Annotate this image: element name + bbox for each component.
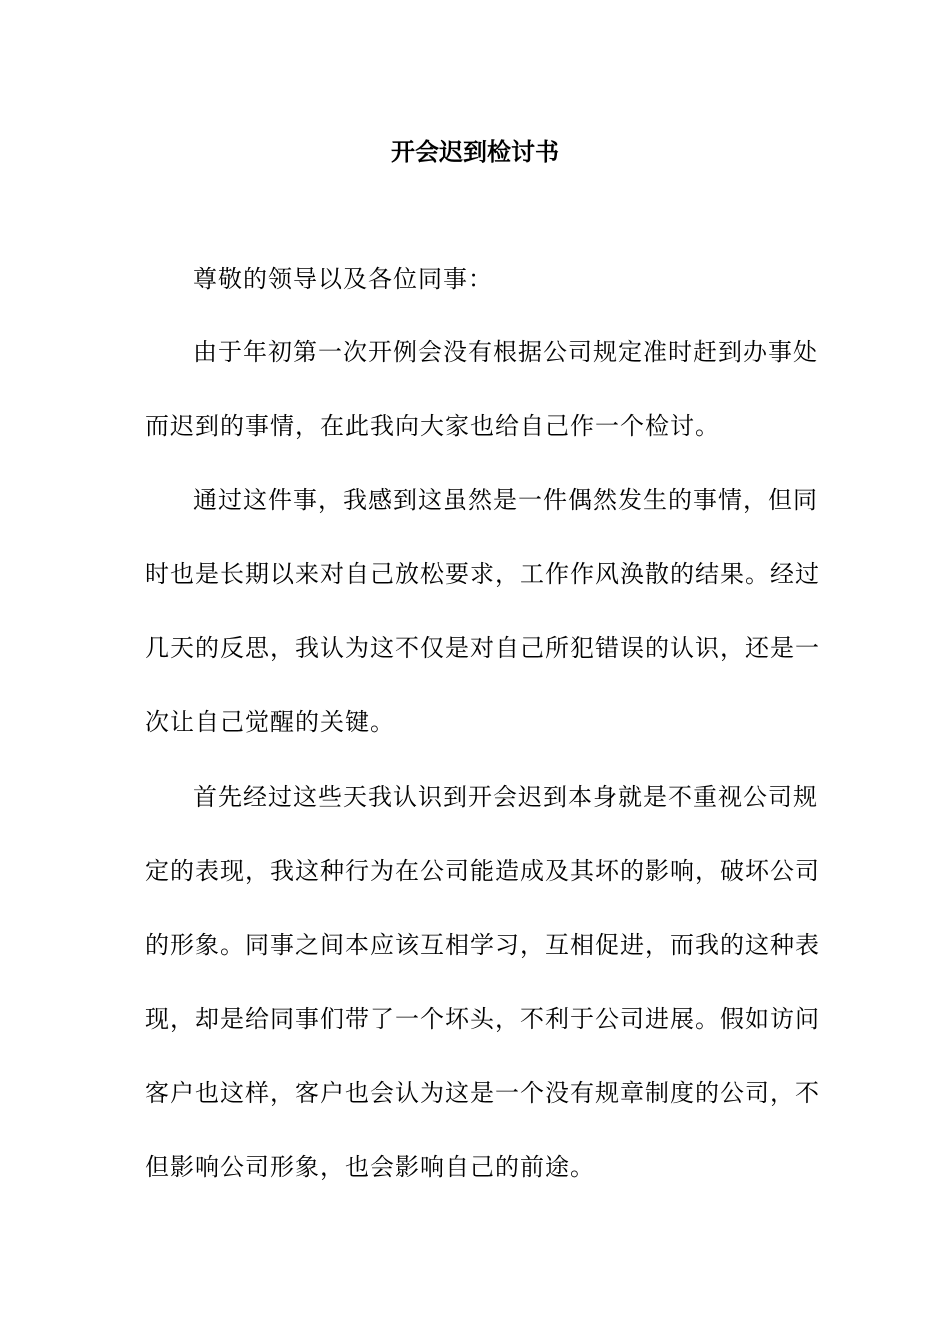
paragraph-3-line-4: 现，却是给同事们带了一个坏头，不利于公司进展。假如访问	[145, 1005, 820, 1033]
paragraph-3-line-3: 的形象。同事之间本应该互相学习，互相促进，而我的这种表	[145, 931, 820, 959]
salutation: 尊敬的领导以及各位同事：	[193, 265, 493, 293]
paragraph-3-line-1: 首先经过这些天我认识到开会迟到本身就是不重视公司规	[193, 783, 818, 811]
paragraph-2-line-4: 次让自己觉醒的关键。	[145, 708, 395, 736]
paragraph-3-line-6: 但影响公司形象，也会影响自己的前途。	[145, 1153, 595, 1181]
paragraph-2-line-1: 通过这件事，我感到这虽然是一件偶然发生的事情，但同	[193, 486, 818, 514]
paragraph-2-line-2: 时也是长期以来对自己放松要求，工作作风涣散的结果。经过	[145, 560, 820, 588]
paragraph-3-line-2: 定的表现，我这种行为在公司能造成及其坏的影响，破坏公司	[145, 857, 820, 885]
paragraph-1-line-2: 而迟到的事情，在此我向大家也给自己作一个检讨。	[145, 412, 720, 440]
paragraph-2-line-3: 几天的反思，我认为这不仅是对自己所犯错误的认识，还是一	[145, 634, 820, 662]
document-title: 开会迟到检讨书	[391, 137, 559, 166]
paragraph-3-line-5: 客户也这样，客户也会认为这是一个没有规章制度的公司，不	[145, 1079, 820, 1107]
paragraph-1-line-1: 由于年初第一次开例会没有根据公司规定准时赶到办事处	[193, 338, 818, 366]
